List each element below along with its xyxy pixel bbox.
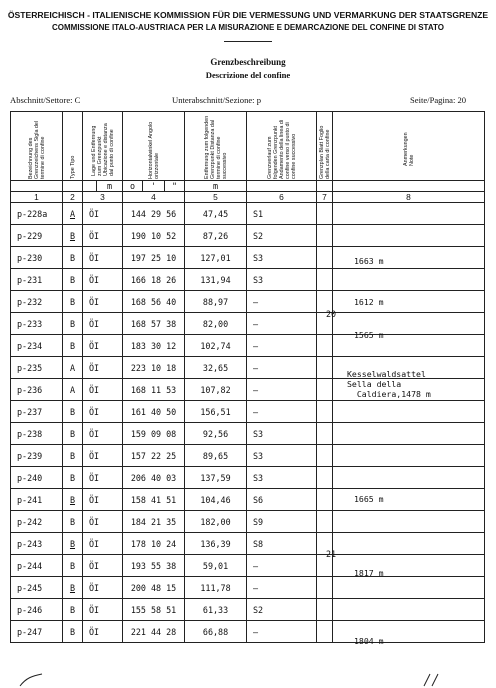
- table-row: [11, 225, 485, 247]
- course-cell: S3: [247, 423, 317, 445]
- angle-cell: 200 48 15: [123, 577, 185, 599]
- location-cell: ÖI: [83, 555, 123, 577]
- course-cell: —: [247, 357, 317, 379]
- table-row: [11, 445, 485, 467]
- note-elevation-1665: 1665 m: [354, 494, 384, 504]
- type-cell: B: [63, 445, 83, 467]
- course-cell: —: [247, 379, 317, 401]
- type-cell: B: [63, 335, 83, 357]
- col-num: 6: [247, 192, 317, 203]
- sheet-cell: [317, 203, 333, 225]
- table-row: [11, 577, 485, 599]
- distance-cell: 102,74: [185, 335, 247, 357]
- table-row: [11, 335, 485, 357]
- location-cell: ÖI: [83, 511, 123, 533]
- unit-m-dist: m: [185, 181, 247, 192]
- notes-cell: [333, 423, 485, 445]
- course-cell: —: [247, 335, 317, 357]
- table-row: [11, 555, 485, 577]
- unit-row: [11, 181, 485, 192]
- type-cell: B: [63, 599, 83, 621]
- angle-cell: 221 44 28: [123, 621, 185, 643]
- note-elevation-1817: 1817 m: [354, 568, 384, 578]
- notes-cell: [333, 511, 485, 533]
- distance-cell: 88,97: [185, 291, 247, 313]
- course-cell: S3: [247, 445, 317, 467]
- course-cell: S8: [247, 533, 317, 555]
- table-row: [11, 247, 485, 269]
- mark-cell: p-228a: [11, 203, 63, 225]
- signature-scribbles: [0, 672, 496, 688]
- column-number-row: [11, 192, 485, 203]
- type-cell: B: [63, 225, 83, 247]
- sheet-cell: [317, 335, 333, 357]
- sheet-cell: [317, 577, 333, 599]
- col-num: 8: [333, 192, 485, 203]
- distance-cell: 127,01: [185, 247, 247, 269]
- note-elevation-1612: 1612 m: [354, 297, 384, 307]
- distance-cell: 61,33: [185, 599, 247, 621]
- col-header-course: Grenzverlauf zum folgenden Grenzpunkt Andamento della linea di confine verso il punto di confine successivo: [266, 119, 297, 179]
- col-num: 4: [123, 192, 185, 203]
- location-cell: ÖI: [83, 379, 123, 401]
- angle-cell: 190 10 52: [123, 225, 185, 247]
- sheet-cell: [317, 357, 333, 379]
- course-cell: S6: [247, 489, 317, 511]
- notes-cell: [333, 401, 485, 423]
- mark-cell: p-242: [11, 511, 63, 533]
- type-cell: B: [63, 401, 83, 423]
- col-header-distance: Entfernung zum folgenden Grenzpunkt Distanza dal termine di confine successivo: [203, 115, 228, 179]
- type-cell: B: [63, 621, 83, 643]
- distance-cell: 32,65: [185, 357, 247, 379]
- notes-cell: [333, 225, 485, 247]
- notes-cell: [333, 577, 485, 599]
- course-cell: S3: [247, 269, 317, 291]
- col-num: 3: [83, 192, 123, 203]
- col-header-type: Type Tipo: [69, 155, 76, 179]
- table-row: [11, 401, 485, 423]
- location-cell: ÖI: [83, 533, 123, 555]
- angle-cell: 184 21 35: [123, 511, 185, 533]
- section-label: Abschnitt/Settore: C: [10, 95, 81, 105]
- angle-cell: 183 30 12: [123, 335, 185, 357]
- sheet-number-20: 20: [326, 309, 337, 319]
- col-num: 7: [317, 192, 333, 203]
- notes-cell: [333, 203, 485, 225]
- location-cell: ÖI: [83, 467, 123, 489]
- type-cell: B: [63, 555, 83, 577]
- type-cell: B: [63, 533, 83, 555]
- course-cell: S9: [247, 511, 317, 533]
- notes-cell: [333, 467, 485, 489]
- course-cell: S3: [247, 467, 317, 489]
- angle-cell: 168 11 53: [123, 379, 185, 401]
- sheet-cell: [317, 445, 333, 467]
- location-cell: ÖI: [83, 335, 123, 357]
- type-cell: B: [63, 511, 83, 533]
- course-cell: —: [247, 313, 317, 335]
- mark-cell: p-235: [11, 357, 63, 379]
- distance-cell: 107,82: [185, 379, 247, 401]
- angle-cell: 144 29 56: [123, 203, 185, 225]
- unit-m-loc: m: [97, 181, 123, 192]
- notes-cell: [333, 599, 485, 621]
- page-label: Seite/Pagina: 20: [410, 95, 467, 105]
- col-header-notes: Anmerkungen Note: [402, 132, 415, 166]
- mark-cell: p-238: [11, 423, 63, 445]
- notes-cell: [333, 533, 485, 555]
- header-divider: [224, 41, 272, 42]
- location-cell: ÖI: [83, 599, 123, 621]
- type-cell: B: [63, 577, 83, 599]
- angle-cell: 197 25 10: [123, 247, 185, 269]
- table-row: [11, 269, 485, 291]
- unit-sec: ": [165, 181, 185, 192]
- mark-cell: p-240: [11, 467, 63, 489]
- type-cell: B: [63, 313, 83, 335]
- type-cell: B: [63, 489, 83, 511]
- commission-title-italian: COMMISSIONE ITALO-AUSTRIACA PER LA MISURAZIONE E DEMARCAZIONE DEL CONFINE DI STATO: [51, 23, 444, 32]
- sheet-cell: [317, 621, 333, 643]
- sheet-cell: [317, 599, 333, 621]
- document-title-german: Grenzbeschreibung: [210, 57, 286, 67]
- location-cell: ÖI: [83, 291, 123, 313]
- col-num: 2: [63, 192, 83, 203]
- location-cell: ÖI: [83, 269, 123, 291]
- table-row: [11, 533, 485, 555]
- mark-cell: p-239: [11, 445, 63, 467]
- angle-cell: 159 09 08: [123, 423, 185, 445]
- sheet-cell: [317, 423, 333, 445]
- table-row: [11, 621, 485, 643]
- note-elevation-1804: 1804 m: [354, 636, 384, 646]
- angle-cell: 161 40 50: [123, 401, 185, 423]
- table-row: [11, 599, 485, 621]
- mark-cell: p-229: [11, 225, 63, 247]
- location-cell: ÖI: [83, 401, 123, 423]
- note-elevation-1565: 1565 m: [354, 330, 384, 340]
- commission-title-german: ÖSTERREICHISCH - ITALIENISCHE KOMMISSION FÜR DIE VERMESSUNG UND VERMARKUNG DER STAATSGRENZE: [7, 10, 489, 20]
- distance-cell: 92,56: [185, 423, 247, 445]
- mark-cell: p-245: [11, 577, 63, 599]
- location-cell: ÖI: [83, 445, 123, 467]
- distance-cell: 87,26: [185, 225, 247, 247]
- distance-cell: 59,01: [185, 555, 247, 577]
- mark-cell: p-237: [11, 401, 63, 423]
- mark-cell: p-234: [11, 335, 63, 357]
- angle-cell: 157 22 25: [123, 445, 185, 467]
- col-header-sheet: Grenzplan Blatt Foglio della carta di confine: [318, 125, 331, 179]
- sheet-cell: [317, 511, 333, 533]
- angle-cell: 206 40 03: [123, 467, 185, 489]
- distance-cell: 104,46: [185, 489, 247, 511]
- angle-cell: 168 57 38: [123, 313, 185, 335]
- angle-cell: 155 58 51: [123, 599, 185, 621]
- location-cell: ÖI: [83, 489, 123, 511]
- col-num: 5: [185, 192, 247, 203]
- location-cell: ÖI: [83, 313, 123, 335]
- course-cell: S1: [247, 203, 317, 225]
- course-cell: —: [247, 291, 317, 313]
- angle-cell: 193 55 38: [123, 555, 185, 577]
- sheet-cell: [317, 401, 333, 423]
- document-title-italian: Descrizione del confine: [205, 70, 291, 80]
- angle-cell: 158 41 51: [123, 489, 185, 511]
- sheet-number-21: 21: [326, 549, 337, 559]
- distance-cell: 182,00: [185, 511, 247, 533]
- col-num: 1: [11, 192, 63, 203]
- subsection-label: Unterabschnitt/Sezione: p: [172, 95, 262, 105]
- course-cell: —: [247, 401, 317, 423]
- col-header-mark: Bezeichnung des Grenzzeichens Sigla del termine di confine: [27, 120, 46, 179]
- location-cell: ÖI: [83, 203, 123, 225]
- table-row: [11, 423, 485, 445]
- sheet-cell: [317, 247, 333, 269]
- sheet-cell: [317, 489, 333, 511]
- mark-cell: p-243: [11, 533, 63, 555]
- location-cell: ÖI: [83, 247, 123, 269]
- distance-cell: 156,51: [185, 401, 247, 423]
- distance-cell: 47,45: [185, 203, 247, 225]
- table-row: [11, 467, 485, 489]
- type-cell: B: [63, 467, 83, 489]
- course-cell: —: [247, 621, 317, 643]
- distance-cell: 111,78: [185, 577, 247, 599]
- course-cell: S3: [247, 247, 317, 269]
- mark-cell: p-247: [11, 621, 63, 643]
- table-row: [11, 511, 485, 533]
- unit-min: ': [143, 181, 165, 192]
- location-cell: ÖI: [83, 423, 123, 445]
- notes-cell: [333, 445, 485, 467]
- distance-cell: 66,88: [185, 621, 247, 643]
- distance-cell: 82,00: [185, 313, 247, 335]
- type-cell: B: [63, 423, 83, 445]
- location-cell: ÖI: [83, 357, 123, 379]
- note-kesselwaldsattel: Kesselwaldsattel Sella della Caldiera,1478 m: [347, 369, 431, 399]
- col-header-angle: Horizontalwinkel Angolo orizzontale: [147, 121, 160, 179]
- type-cell: A: [63, 357, 83, 379]
- angle-cell: 168 56 40: [123, 291, 185, 313]
- mark-cell: p-236: [11, 379, 63, 401]
- distance-cell: 137,59: [185, 467, 247, 489]
- unit-deg: o: [123, 181, 143, 192]
- distance-cell: 131,94: [185, 269, 247, 291]
- sheet-cell: [317, 379, 333, 401]
- sheet-cell: [317, 225, 333, 247]
- angle-cell: 223 10 18: [123, 357, 185, 379]
- mark-cell: p-232: [11, 291, 63, 313]
- type-cell: A: [63, 379, 83, 401]
- mark-cell: p-233: [11, 313, 63, 335]
- col-header-location: Lage und Entfernung zum Grenzpunkt Ubicazione e distanza dal punto di confine: [90, 123, 115, 176]
- course-cell: S2: [247, 225, 317, 247]
- table-row: [11, 203, 485, 225]
- mark-cell: p-231: [11, 269, 63, 291]
- table-row: [11, 313, 485, 335]
- sheet-cell: [317, 467, 333, 489]
- mark-cell: p-244: [11, 555, 63, 577]
- type-cell: B: [63, 247, 83, 269]
- type-cell: B: [63, 269, 83, 291]
- course-cell: S2: [247, 599, 317, 621]
- course-cell: —: [247, 577, 317, 599]
- location-cell: ÖI: [83, 621, 123, 643]
- mark-cell: p-241: [11, 489, 63, 511]
- location-cell: ÖI: [83, 577, 123, 599]
- angle-cell: 178 10 24: [123, 533, 185, 555]
- type-cell: B: [63, 291, 83, 313]
- notes-cell: [333, 269, 485, 291]
- table-row: [11, 489, 485, 511]
- course-cell: —: [247, 555, 317, 577]
- mark-cell: p-230: [11, 247, 63, 269]
- note-elevation-1663: 1663 m: [354, 256, 384, 266]
- angle-cell: 166 18 26: [123, 269, 185, 291]
- header-row: [11, 112, 485, 181]
- sheet-cell: [317, 269, 333, 291]
- mark-cell: p-246: [11, 599, 63, 621]
- distance-cell: 89,65: [185, 445, 247, 467]
- distance-cell: 136,39: [185, 533, 247, 555]
- location-cell: ÖI: [83, 225, 123, 247]
- table-row: [11, 291, 485, 313]
- type-cell: A: [63, 203, 83, 225]
